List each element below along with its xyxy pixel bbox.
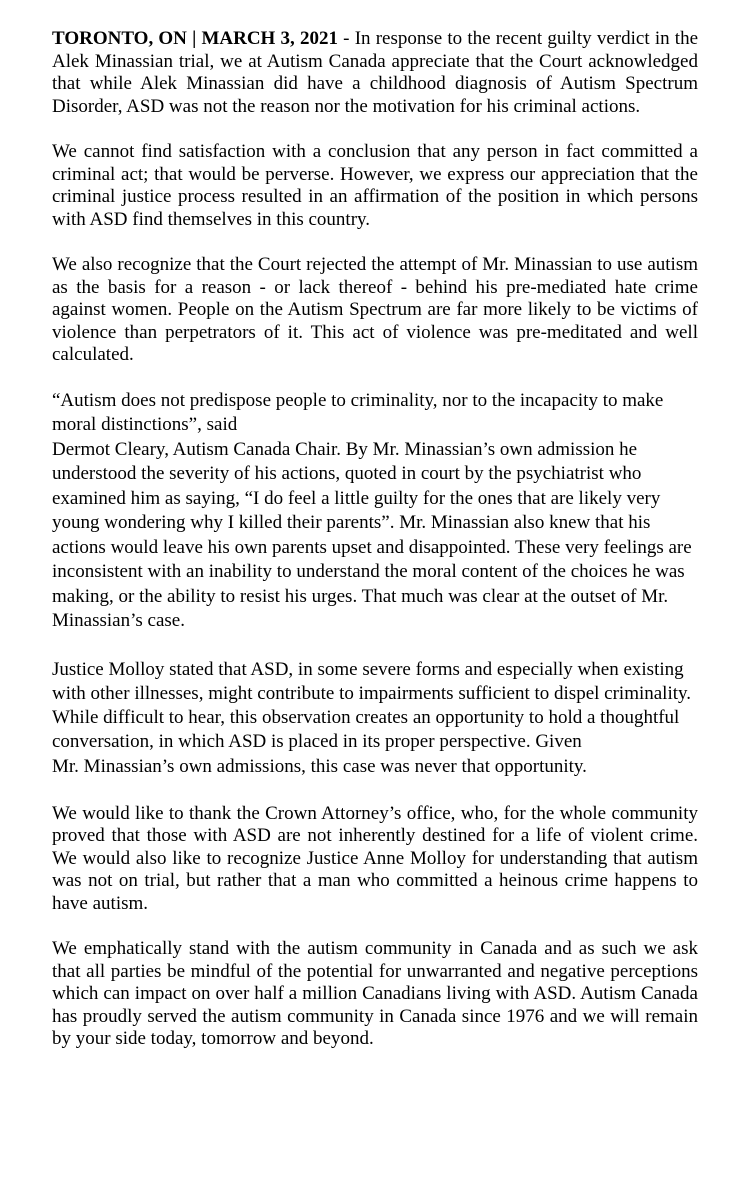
- paragraph-justice-molloy: [52, 658, 698, 779]
- press-release-document: [52, 28, 698, 1051]
- justice-molloy-text: Justice Molloy stated that ASD, in some severe forms and especially when existing with other illnesses, might contribute to impairments sufficient to dispel criminality. While difficult to hear, this observation creates an opportunity to hold a thoughtful conversation, in which ASD is placed in its proper perspective. Given: [52, 658, 692, 753]
- chair-quote-line: “Autism does not predispose people to criminality, nor to the incapacity to make moral distinctions”, said: [52, 389, 664, 435]
- paragraph-court-rejection: We also recognize that the Court rejected the attempt of Mr. Minassian to use autism as the basis for a reason - or lack thereof - behind his pre-mediated hate crime against women. People on the Autism Spectrum are far more likely to be victims of violence than perpetrators of it. This act of violence was pre-meditated and well calculated.: [52, 254, 698, 365]
- paragraph-satisfaction: We cannot find satisfaction with a conclusion that any person in fact committed a criminal act; that would be perverse. However, we express our appreciation that the criminal justice process resulted in an affirmation of the position in which persons with ASD find themselves in this country.: [52, 141, 698, 230]
- chair-quote-continuation: Dermot Cleary, Autism Canada Chair. By Mr. Minassian’s own admission he understood the severity of his actions, quoted in court by the psychiatrist who examined him as saying, “I do feel a little guilty for the ones that are likely very young wondering why I killed their parents”. Mr. Minassian also knew that his actions would leave his own parents upset and disappointed. These very feelings are inconsistent with an inability to understand the moral content of the choices he was making, or the ability to resist his urges. That much was clear at the outset of Mr. Minassian’s case.: [52, 438, 692, 631]
- justice-molloy-continuation: Mr. Minassian’s own admissions, this case was never that opportunity.: [52, 755, 587, 777]
- dateline-separator: -: [337, 28, 355, 49]
- paragraph-thanks: We would like to thank the Crown Attorney’s office, who, for the whole community proved that those with ASD are not inherently destined for a life of violent crime. We would also like to recognize Justice Anne Molloy for understanding that autism was not on trial, but rather that a man who committed a heinous crime happens to have autism.: [52, 802, 698, 914]
- paragraph-closing: We emphatically stand with the autism community in Canada and as such we ask that all parties be mindful of the potential for unwarranted and negative perceptions which can impact on over half a million Canadians living with ASD. Autism Canada has proudly served the autism community in Canada since 1976 and we will remain by your side today, tomorrow and beyond.: [52, 938, 698, 1050]
- paragraph-chair-quote: [52, 389, 698, 634]
- dateline: TORONTO, ON | MARCH 3, 2021: [52, 28, 338, 49]
- paragraph-intro: [52, 28, 698, 118]
- paragraph-intro-text: In response to the recent guilty verdict in the Alek Minassian trial, we at Autism Canada appreciate that the Court acknowledged that while Alek Minassian did have a childhood diagnosis of Autism Spectrum Disorder, ASD was not the reason nor the motivation for his criminal actions.: [52, 28, 699, 117]
